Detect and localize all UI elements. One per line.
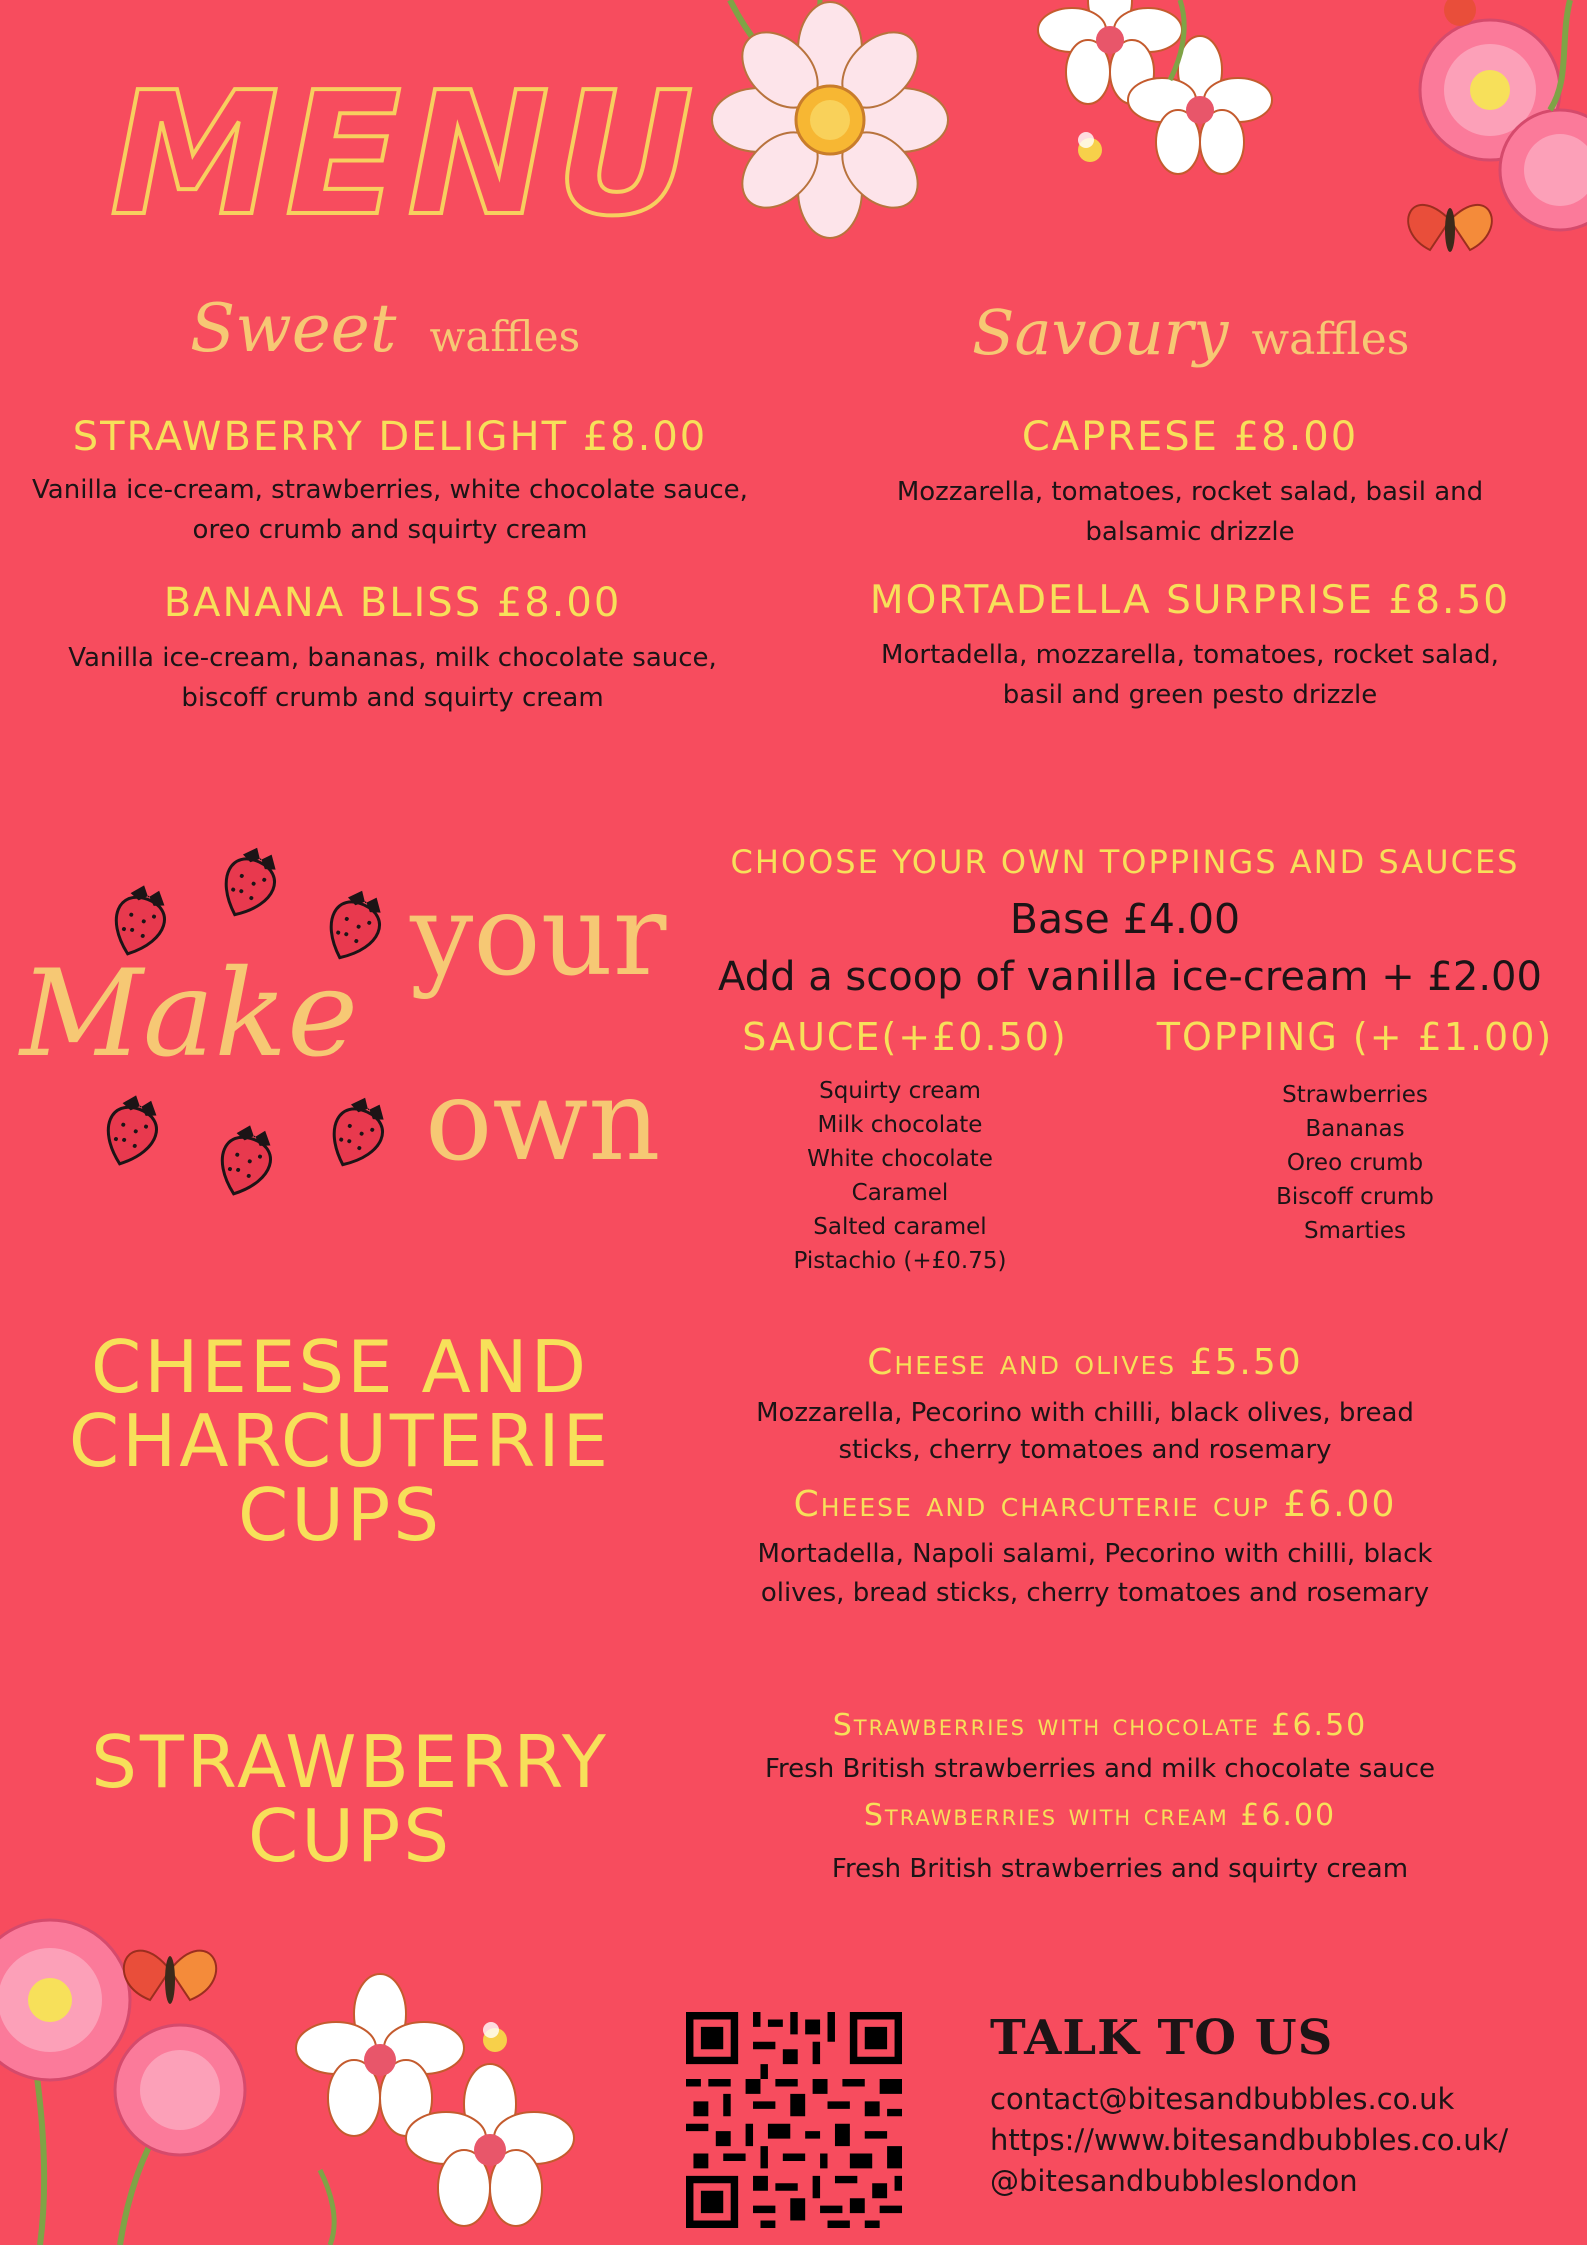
sauce-list — [750, 1074, 1050, 1278]
your-word: your — [410, 871, 667, 1001]
item-name: Cheese and charcuterie cup £6.00 — [793, 1484, 1397, 1525]
item-name: Cheese and olives £5.50 — [867, 1342, 1303, 1383]
contact-heading: TALK TO US — [990, 2010, 1334, 2066]
bottom-flowers-decoration — [0, 1890, 620, 2245]
heading-line: CUPS — [237, 1473, 443, 1557]
toppings-heading: CHOOSE YOUR OWN TOPPINGS AND SAUCES — [730, 843, 1520, 881]
item-name: MORTADELLA SURPRISE £8.50 — [869, 578, 1511, 623]
topping-item: Strawberries — [1282, 1082, 1428, 1108]
item-desc-line: Mozzarella, tomatoes, rocket salad, basil and — [896, 477, 1484, 507]
menu-item — [0, 414, 780, 550]
scoop-price: Add a scoop of vanilla ice-cream + £2.00 — [718, 954, 1542, 1000]
topping-item: Smarties — [1303, 1218, 1407, 1244]
topping-heading: TOPPING (+ £1.00) — [1156, 1015, 1554, 1059]
sauce-item: Pistachio (+£0.75) — [793, 1248, 1007, 1274]
heading-line: CHARCUTERIE — [68, 1399, 612, 1483]
savoury-waffles-word: waffles — [1251, 314, 1410, 365]
qr-code-icon[interactable] — [686, 2012, 902, 2228]
item-name: BANANA BLISS £8.00 — [163, 580, 622, 626]
base-price: Base £4.00 — [1009, 895, 1241, 943]
item-description — [800, 635, 1580, 715]
item-desc-line: basil and green pesto drizzle — [1002, 680, 1378, 710]
item-description — [0, 470, 780, 550]
topping-item: Bananas — [1305, 1116, 1405, 1142]
item-desc-line: Vanilla ice-cream, strawberries, white chocolate sauce, — [32, 475, 748, 505]
sweet-waffles-heading — [190, 290, 580, 367]
heading-line: STRAWBERRY — [91, 1720, 609, 1804]
menu-item — [0, 580, 785, 718]
menu-item — [660, 1342, 1510, 1469]
item-name: STRAWBERRY DELIGHT £8.00 — [72, 414, 708, 460]
item-desc-line: Vanilla ice-cream, bananas, milk chocolate sauce, — [68, 643, 717, 673]
topping-item: Oreo crumb — [1286, 1150, 1424, 1176]
email-link[interactable]: contact@bitesandbubbles.co.uk — [990, 2082, 1455, 2116]
sauce-item: Salted caramel — [813, 1214, 987, 1240]
savoury-script: Savoury — [972, 296, 1229, 369]
sauce-heading: SAUCE(+£0.50) — [742, 1015, 1068, 1059]
topping-list — [1205, 1078, 1505, 1248]
item-desc-line: Mortadella, mozzarella, tomatoes, rocket salad, — [881, 640, 1499, 670]
menu-item — [680, 1798, 1520, 1833]
item-name: Strawberries with cream £6.00 — [863, 1798, 1337, 1833]
item-description: Fresh British strawberries and squirty cream — [831, 1854, 1409, 1884]
sauce-item: White chocolate — [807, 1146, 993, 1172]
item-name: CAPRESE £8.00 — [1021, 414, 1359, 460]
menu-item — [800, 578, 1580, 715]
menu-item — [680, 1708, 1520, 1789]
savoury-waffles-heading — [972, 296, 1409, 369]
sauce-item: Squirty cream — [819, 1078, 981, 1104]
item-desc-line: sticks, cherry tomatoes and rosemary — [838, 1435, 1332, 1465]
social-handle-link[interactable]: @bitesandbubbleslondon — [990, 2164, 1358, 2198]
menu-item — [660, 1484, 1530, 1613]
item-desc-line: biscoff crumb and squirty cream — [181, 683, 604, 713]
sauce-item: Milk chocolate — [817, 1112, 983, 1138]
item-name: Strawberries with chocolate £6.50 — [832, 1708, 1368, 1743]
heading-line: CUPS — [247, 1794, 453, 1878]
item-description — [0, 638, 785, 718]
item-desc-line: Mozzarella, Pecorino with chilli, black olives, bread — [756, 1398, 1414, 1428]
sauce-item: Caramel — [851, 1180, 949, 1206]
item-desc-line: Mortadella, Napoli salami, Pecorino with chilli, black — [757, 1539, 1433, 1569]
sweet-script: Sweet — [190, 290, 397, 367]
top-flowers-decoration — [690, 0, 1587, 280]
strawberry-cups-heading — [0, 1720, 700, 1878]
item-desc-line: oreo crumb and squirty cream — [192, 515, 588, 545]
cheese-section-heading — [0, 1325, 680, 1557]
item-description — [800, 472, 1580, 552]
menu-item — [800, 414, 1580, 552]
own-word: own — [425, 1056, 661, 1186]
item-desc-line: balsamic drizzle — [1085, 517, 1295, 547]
item-description — [660, 1535, 1530, 1613]
item-desc-line: olives, bread sticks, cherry tomatoes and rosemary — [760, 1578, 1430, 1608]
heading-line: CHEESE AND — [90, 1325, 590, 1409]
item-description — [660, 1395, 1510, 1469]
sweet-waffles-word: waffles — [429, 312, 581, 361]
item-description: Fresh British strawberries and milk chocolate sauce — [764, 1754, 1436, 1784]
website-link[interactable]: https://www.bitesandbubbles.co.uk/ — [990, 2123, 1509, 2157]
page-title: MENU — [110, 56, 700, 254]
topping-item: Biscoff crumb — [1276, 1184, 1434, 1210]
make-word: Make — [20, 945, 359, 1084]
contact-details — [990, 2079, 1508, 2202]
